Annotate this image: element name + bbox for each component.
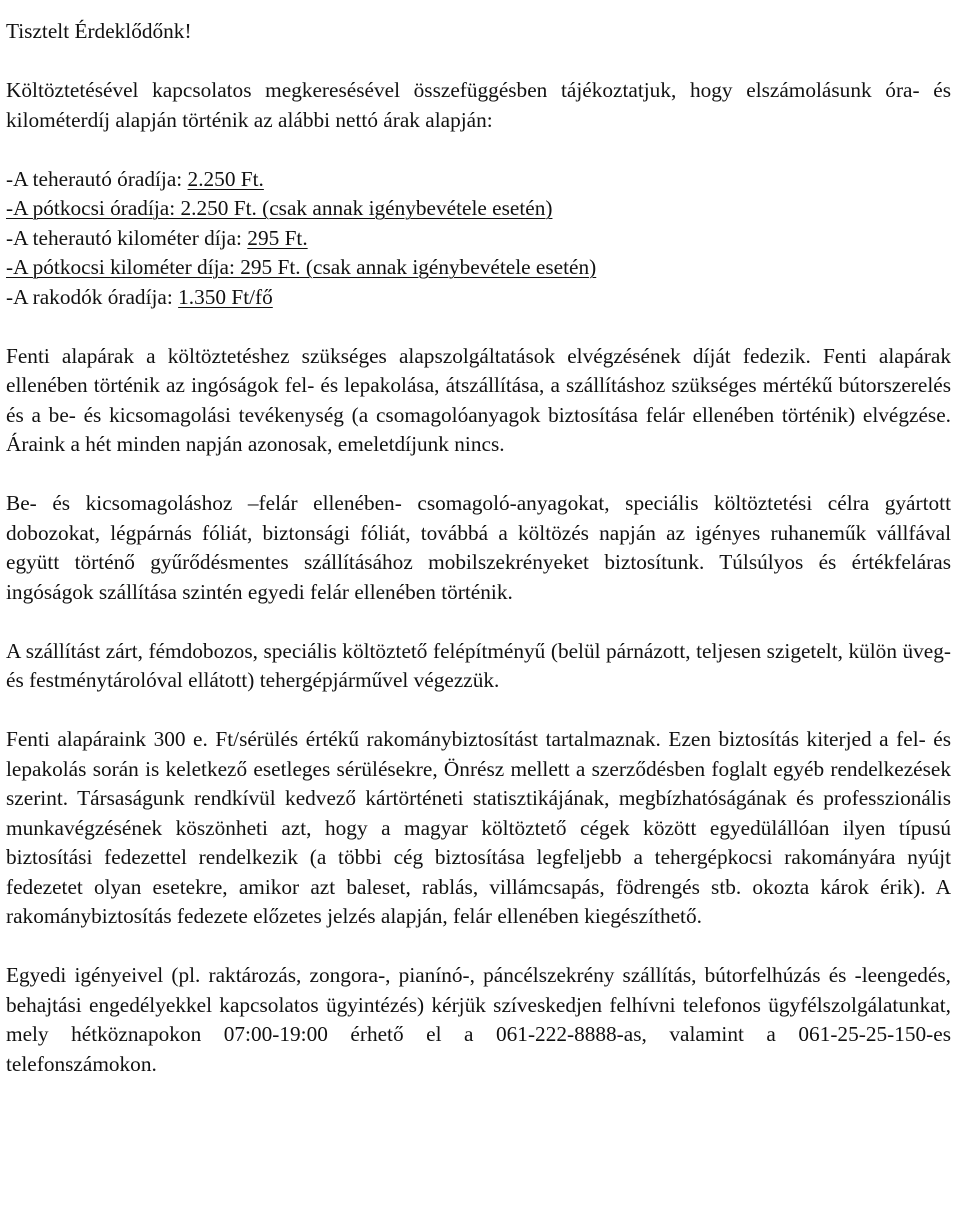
paragraph-insurance: Fenti alapáraink 300 e. Ft/sérülés értékű rakománybiztosítást tartalmaznak. Ezen biztosítás kiterjed a fel- és lepakolás során is keletkező esetleges sérülésekre, Önrész mellett a szerződésben foglalt egyéb rendelkezések szerint. Társaságunk rendkívül kedvező kártörténeti statisztikájának, megbízhatóságának és professzionális munkavégzésének köszönheti azt, hogy a magyar költöztető cégek között egyedülállóan ilyen típusú biztosítási fedezettel rendelkezik (a többi cég biztosítása legfeljebb a tehergépkocsi rakományára nyújt fedezetet olyan esetekre, amikor azt baleset, rablás, villámcsapás, födrengés stb. okozta károk érik). A rakománybiztosítás fedezete előzetes jelzés alapján, felár ellenében kiegészíthető. <box>6 727 951 928</box>
spacer <box>6 135 951 165</box>
price-item-loaders-hourly <box>6 283 951 313</box>
price-item-trailer-km <box>6 253 951 283</box>
spacer <box>6 460 951 490</box>
price-label: -A teherautó kilométer díja: <box>6 225 248 250</box>
price-item-truck-hourly <box>6 165 951 195</box>
price-value: 295 Ft. <box>247 225 308 250</box>
greeting: Tisztelt Érdeklődőnk! <box>6 19 192 43</box>
price-value: 2.250 Ft. <box>187 166 264 191</box>
spacer <box>6 312 951 342</box>
price-value: 1.350 Ft/fő <box>178 284 273 309</box>
price-item-truck-km <box>6 224 951 254</box>
paragraph-packing-materials: Be- és kicsomagoláshoz –felár ellenében- csomagoló-anyagokat, speciális költöztetési célra gyártott dobozokat, légpárnás fóliát, biztonsági fóliát, továbbá a költözés napján az igényes ruhaneműk vállfával együtt történő gyűrődésmentes szállításához mobilszekrényeket biztosítunk. Túlsúlyos és értékfeláras ingóságok szállítása szintén egyedi felár ellenében történik. <box>6 491 951 604</box>
spacer <box>6 696 951 726</box>
price-label: -A teherautó óradíja: <box>6 166 188 191</box>
price-value: -A pótkocsi óradíja: 2.250 Ft. (csak annak igénybevétele esetén) <box>6 196 553 220</box>
spacer <box>6 607 951 637</box>
spacer <box>6 932 951 962</box>
price-value: -A pótkocsi kilométer díja: 295 Ft. (csak annak igénybevétele esetén) <box>6 255 597 279</box>
paragraph-contact: Egyedi igényeivel (pl. raktározás, zongora-, pianínó-, páncélszekrény szállítás, bútorfelhúzás és -leengedés, behajtási engedélyekkel kapcsolatos ügyintézés) kérjük szíveskedjen felhívni telefonos ügyfélszolgálatunkat, mely hétköznapokon 07:00-19:00 érhető el a 061-222-8888-as, valamint a 061-25-25-150-es telefonszámokon. <box>6 963 951 1076</box>
price-list <box>6 165 951 313</box>
price-item-trailer-hourly <box>6 194 951 224</box>
intro-paragraph: Költöztetésével kapcsolatos megkeresésével összefüggésben tájékoztatjuk, hogy elszámolásunk óra- és kilométerdíj alapján történik az alábbi nettó árak alapján: <box>6 78 951 132</box>
price-label: -A rakodók óradíja: <box>6 284 179 309</box>
paragraph-vehicle: A szállítást zárt, fémdobozos, speciális költöztető felépítményű (belül párnázott, teljesen szigetelt, külön üveg- és festménytárolóval ellátott) tehergépjárművel végezzük. <box>6 638 951 692</box>
paragraph-base-services: Fenti alapárak a költöztetéshez szükséges alapszolgáltatások elvégzésének díját fedezik. Fenti alapárak ellenében történik az ingóságok fel- és lepakolása, átszállítása, a szállításhoz szükséges mértékű bútorszerelés és a be- és kicsomagolási tevékenység (a csomagolóanyagok biztosítása felár ellenében történik) elvégzése. Áraink a hét minden napján azonosak, emeletdíjunk nincs. <box>6 343 951 456</box>
spacer <box>6 47 951 77</box>
